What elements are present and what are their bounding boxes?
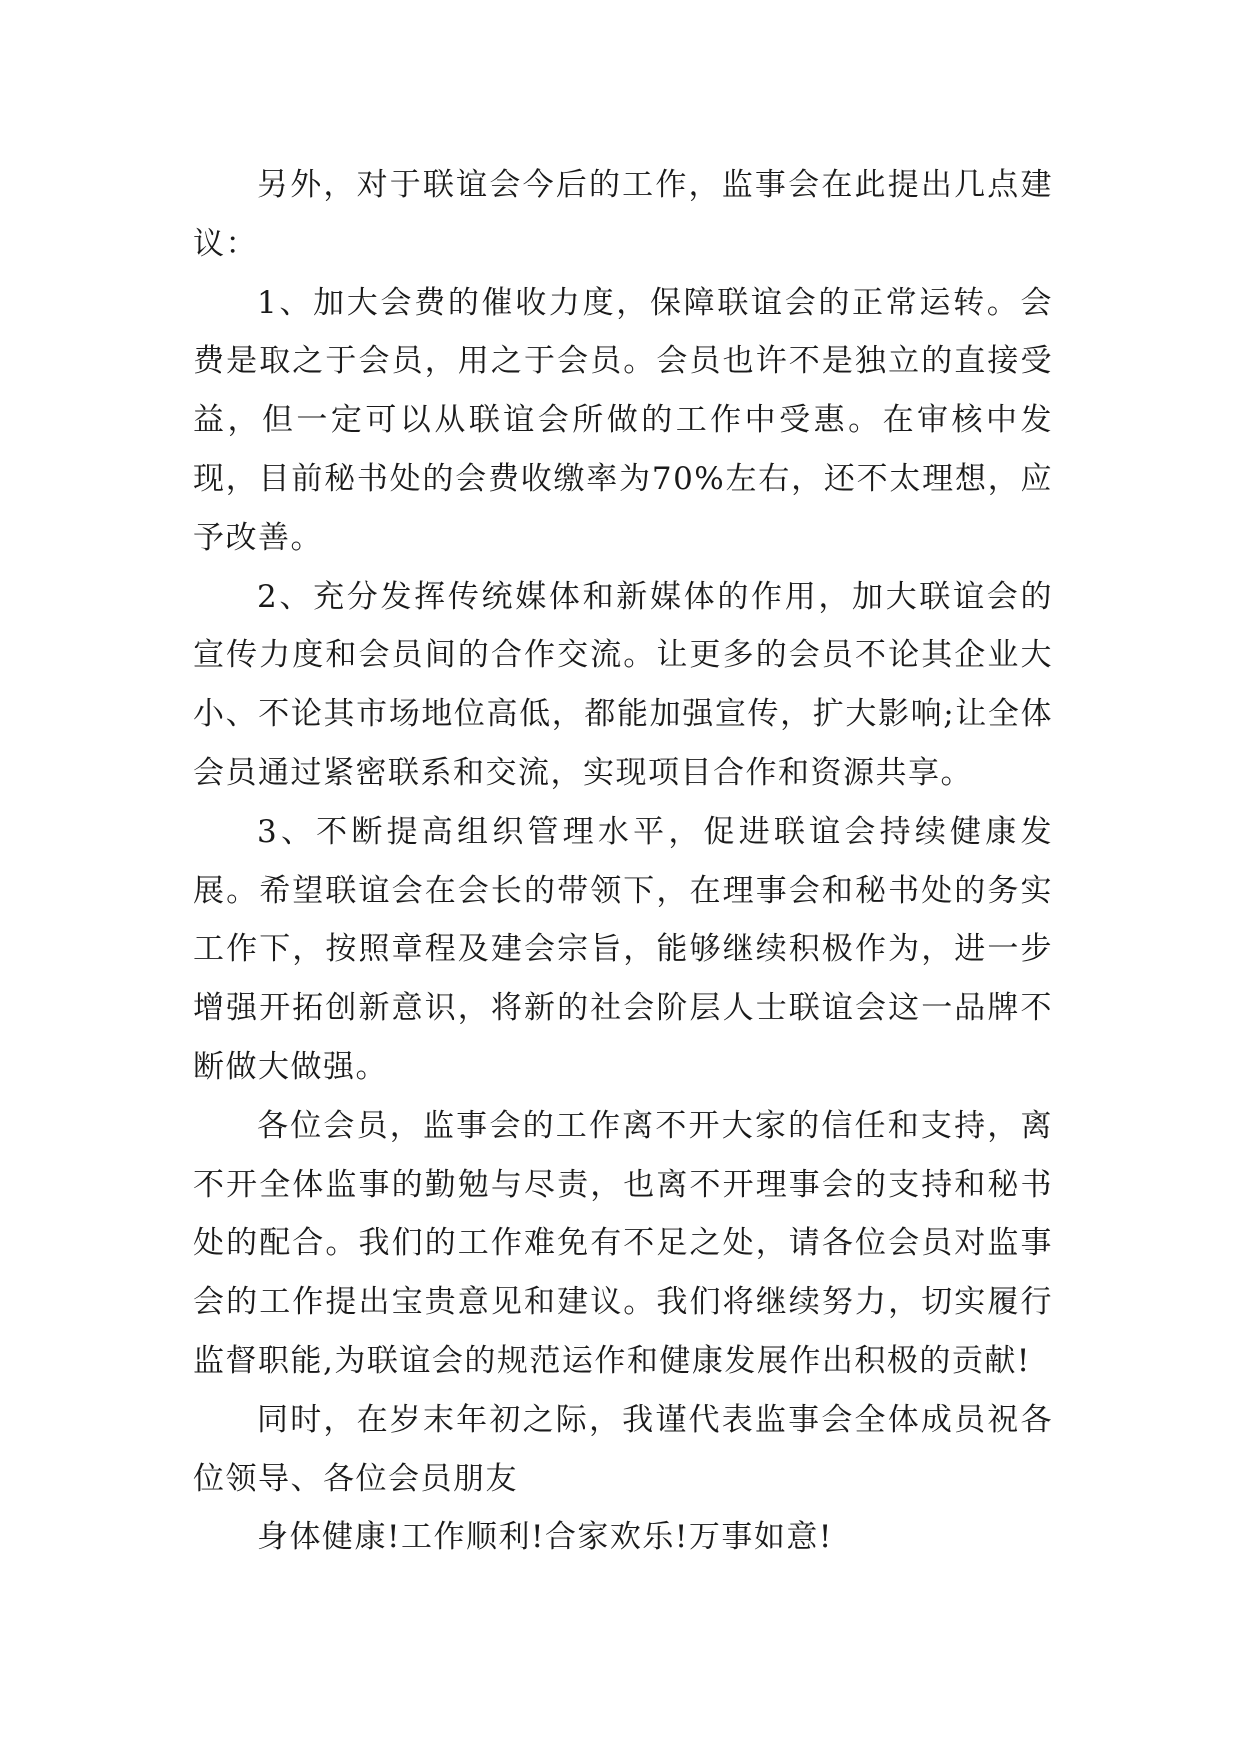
paragraph-suggestion-2: 2、充分发挥传统媒体和新媒体的作用，加大联谊会的宣传力度和会员间的合作交流。让更多的会员不论其企业大小、不论其市场地位高低，都能加强宣传，扩大影响;让全体会员通过紧密联系和交流，实现项目合作和资源共享。 (193, 578, 1053, 791)
paragraph-suggestions-intro: 另外，对于联谊会今后的工作，监事会在此提出几点建议： (193, 167, 1053, 262)
paragraph-suggestion-3: 3、不断提高组织管理水平，促进联谊会持续健康发展。希望联谊会在会长的带领下，在理事会和秘书处的务实工作下，按照章程及建会宗旨，能够继续积极作为，进一步增强开拓创新意识，将新的社会阶层人士联谊会这一品牌不断做大做强。 (193, 813, 1053, 1085)
paragraph-suggestion-1: 1、加大会费的催收力度，保障联谊会的正常运转。会费是取之于会员，用之于会员。会员也许不是独立的直接受益，但一定可以从联谊会所做的工作中受惠。在审核中发现，目前秘书处的会费收缴率为70%左右，还不太理想，应予改善。 (193, 284, 1053, 556)
paragraph-greeting: 同时，在岁末年初之际，我谨代表监事会全体成员祝各位领导、各位会员朋友 (193, 1401, 1053, 1497)
paragraph-wishes: 身体健康!工作顺利!合家欢乐!万事如意! (257, 1519, 833, 1556)
document-body (193, 156, 1053, 1567)
paragraph-closing-thanks: 各位会员，监事会的工作离不开大家的信任和支持，离不开全体监事的勤勉与尽责，也离不开理事会的支持和秘书处的配合。我们的工作难免有不足之处，请各位会员对监事会的工作提出宝贵意见和建议。我们将继续努力，切实履行监督职能,为联谊会的规范运作和健康发展作出积极的贡献! (193, 1107, 1053, 1379)
